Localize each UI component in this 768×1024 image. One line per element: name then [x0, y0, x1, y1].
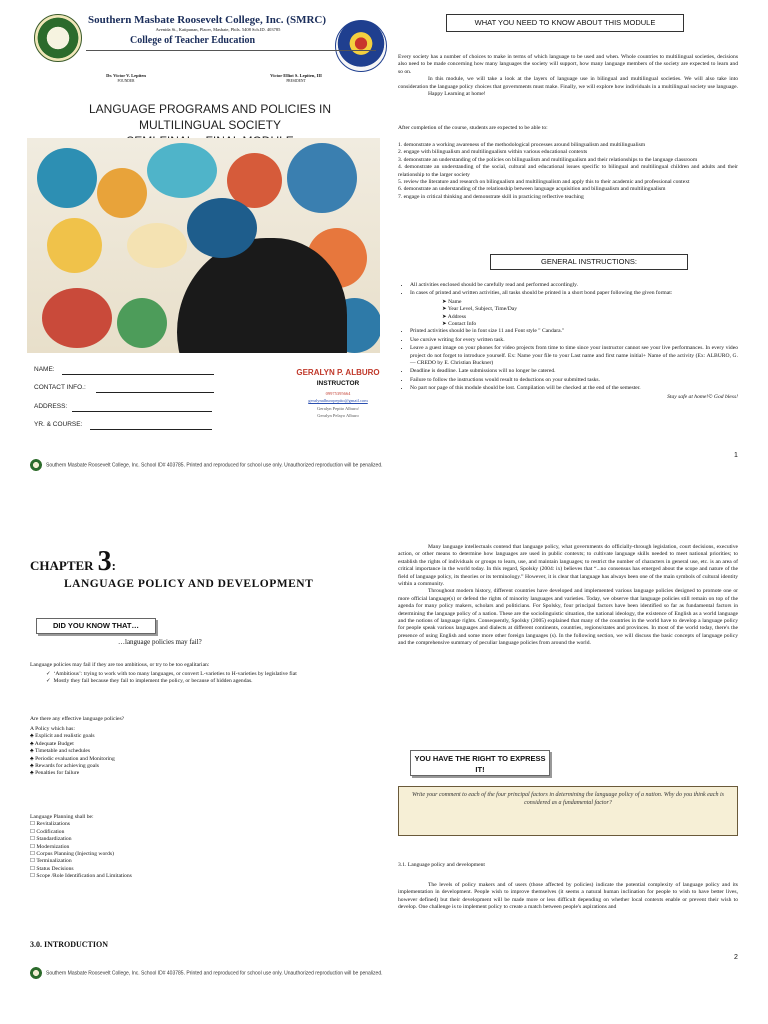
- planning-item: ☐ Terminalization: [30, 858, 72, 865]
- seal-logo: [335, 20, 387, 72]
- header-divider: [86, 50, 376, 51]
- planning-item: ☐ Standardization: [30, 836, 72, 843]
- instructor-name: GERALYN P. ALBURO: [296, 368, 380, 377]
- page-footer: [30, 967, 383, 979]
- page-number: 2: [734, 954, 738, 961]
- college-address: Avenida St., Katipunan, Placer, Masbate, Phils. 5408 Sch.ID. 403785: [155, 27, 281, 32]
- effective-item: ♣ Timetable and schedules: [30, 748, 91, 755]
- address-label: ADDRESS:: [34, 403, 68, 410]
- instruction-item: • Failure to follow the instructions would result to deductions on your submitted tasks.: [410, 377, 738, 384]
- objective-item: 4. demonstrate an understanding of the social, cultural and educational issues specific to bilingual and multilingual children and adults and their relationship to the larger society: [398, 164, 738, 178]
- format-item: ➤ Address: [442, 313, 467, 320]
- intro-paragraph-2: In this module, we will take a look at the layers of language use in bilingual and multilingual societies. We will also take into consideration the language policy choices that governments must make. Finally, we will explore how individuals in a multilingual society use language.: [398, 76, 739, 90]
- check-icon: ✓: [46, 678, 54, 685]
- footer-logo-icon: [30, 459, 42, 471]
- intro-text: [398, 54, 738, 98]
- name-label: NAME:: [34, 366, 55, 373]
- fail-item: ✓ ‘Ambitious’: trying to work with too many languages, or convert L-varieties to H-varieties by legislative fiat: [46, 671, 297, 677]
- section-heading: 3.1. Language policy and development: [398, 862, 485, 868]
- policy-text: [398, 544, 738, 648]
- instructor-fb-1: Geralyn Pepito Alburo/: [317, 406, 359, 411]
- fail-lead: Language policies may fail if they are too ambitious, or try to be too egalitarian:: [30, 662, 210, 668]
- contact-field[interactable]: [96, 392, 214, 393]
- planning-item: ☐ Codification: [30, 828, 65, 835]
- introduction-heading: 3.0. INTRODUCTION: [30, 940, 109, 949]
- effective-item: ♣ Adequate Budget: [30, 740, 74, 747]
- title-line-2: MULTILINGUAL SOCIETY: [138, 118, 282, 132]
- instruction-item: • Use cursive writing for every written task.: [410, 337, 738, 344]
- objective-item: 5. review the literature and research on bilingualism and multilingualism and apply this to their academic and professional context: [398, 179, 690, 186]
- page-number: 1: [734, 452, 738, 459]
- president-name: Victor Elliot S. Lepiten, III: [270, 73, 322, 78]
- course-field[interactable]: [90, 429, 212, 430]
- chapter-heading: [30, 546, 116, 578]
- instructor-role: INSTRUCTOR: [316, 380, 360, 387]
- name-field[interactable]: [62, 374, 214, 375]
- college-logo: [34, 14, 82, 62]
- instruction-item: • Printed activities should be in font size 11 and Font style " Candara.": [410, 328, 738, 335]
- planning-item: ☐ Revitalizations: [30, 821, 70, 828]
- planning-list: [30, 814, 250, 881]
- planning-lead: Language Planning shall be:: [30, 814, 94, 820]
- instruction-item: • Leave a guest image on your phones for video projects from time to time since your instructor cannot see your live performances. In every video project do not forget to introduce yourself. Ex: Name your file to your Last name and first name initial+ Name of the activity (Ex: ALBURO, G.— CREDO by E. Christian Buckner): [410, 345, 738, 367]
- objectives-list: [398, 142, 738, 201]
- effective-list: [30, 726, 230, 778]
- cover-illustration: [27, 138, 380, 353]
- instruction-item: • All activities enclosed should be carefully read and performed accordingly.: [410, 282, 738, 289]
- instructor-email[interactable]: geralynalburopepito@gmail.com: [308, 398, 368, 403]
- section-paragraph: The levels of policy makers and of users (those affected by policies) indicate the potential complexity of language policy and its implementation in development. People wish to improve themselves (it seems a natural human inclination for people to wish to have better lives, however defined) but their development will be made more or less difficult depending on whether local contexts enable or prevent their wish to develop. One challenge is to implement policy to create a match between people's aspirations and: [398, 882, 738, 911]
- express-it-box: YOU HAVE THE RIGHT TO EXPRESS IT!: [410, 750, 550, 776]
- address-field[interactable]: [72, 411, 212, 412]
- policy-paragraph-2: Throughout modern history, different countries have developed and implemented various language policies designed to promote one or more official language(s) or defend the rights of minority languages and varieties. Today, we observe that language policies still remain on top of the agenda for many policy makers, scholars and politicians. For Spolsky, four principal factors have been identified so far as fundamental factors in determining the language policy of a nation. These are the sociolinguistic situation, the national ideology, the existence of English as a world language and the notions of language rights. Consequently, Spolsky (2005) explained that many of the countries in the world have to develop a language policy for people speak various languages and dialects at different continents, countries, regions/states and provinces. In most of the world today, there's the presence of using English and some more other foreign languages (s). In the following section, we will discuss the basic concepts of language policy and the comprehensive summary of peculiar language policies from around the world.: [398, 588, 738, 647]
- intro-paragraph-1: Every society has a number of choices to make in terms of which language to be used and when. Whole countries to multilingual societies, decisions also need to be made concerning how many languages the society will support, how many language members of the society are expected to learn and so on.: [398, 54, 738, 75]
- objective-item: 2. engage with bilingualism and multilingualism within various educational contexts: [398, 149, 588, 156]
- module-overview-box: WHAT YOU NEED TO KNOW ABOUT THIS MODULE: [446, 14, 684, 32]
- instruction-item: • In cases of printed and written activities, all tasks should be printed in a short bond paper following the given format:: [410, 290, 738, 297]
- college-name: Southern Masbate Roosevelt College, Inc. (SMRC): [88, 14, 326, 26]
- founder-name: Dr. Victor V. Lepiten: [106, 73, 146, 78]
- chapter-number: 3: [97, 546, 112, 577]
- objective-item: 6. demonstrate an understanding of the relationship between language acquisition and bilingualism and multilingualism: [398, 186, 666, 193]
- closing-note: Stay safe at home!© God bless!: [667, 393, 738, 400]
- instruction-item: • No part nor page of this module should be lost. Compilation will be checked at the end of the semester.: [410, 385, 738, 392]
- chapter-word: CHAPTER: [30, 558, 94, 573]
- course-label: YR. & COURSE:: [34, 421, 83, 428]
- title-line-1: LANGUAGE PROGRAMS AND POLICIES IN: [88, 102, 332, 116]
- intro-paragraph-3: Happy Learning at home!: [428, 91, 486, 98]
- effective-lead: A Policy which has:: [30, 726, 75, 732]
- footer-logo-icon: [30, 967, 42, 979]
- planning-item: ☐ Scope /Role Identification and Limitations: [30, 873, 132, 880]
- contact-label: CONTACT INFO.:: [34, 384, 86, 391]
- format-item: ➤ Name: [442, 298, 462, 305]
- page-1: [0, 0, 768, 478]
- instructions-list: [398, 282, 738, 401]
- objective-item: 1. demonstrate a working awareness of the methodological processes around bilingualism and multilingualism: [398, 142, 646, 148]
- planning-item: ☐ Status Decisions: [30, 865, 74, 872]
- page-2: [0, 530, 768, 1024]
- general-instructions-box: GENERAL INSTRUCTIONS:: [490, 254, 688, 270]
- effective-item: ♣ Explicit and realistic goals: [30, 733, 95, 740]
- did-you-know-box: DID YOU KNOW THAT…: [36, 618, 156, 634]
- check-icon: ✓: [46, 671, 54, 677]
- effective-question: Are there any effective language policies?: [30, 716, 125, 722]
- chapter-colon: :: [111, 558, 116, 573]
- footer-text: Southern Masbate Roosevelt College, Inc. School ID# 403785. Printed and reproduced for school use only. Unauthorized reproduction will be penalized.: [46, 970, 383, 977]
- footer-text: Southern Masbate Roosevelt College, Inc. School ID# 403785. Printed and reproduced for school use only. Unauthorized reproduction will be penalized.: [46, 462, 383, 469]
- instruction-item: • Deadline is deadline. Late submissions will no longer be catered.: [410, 368, 738, 375]
- objective-item: 7. engage in critical thinking and demonstrate skill in practicing reflective teaching: [398, 193, 584, 200]
- page-footer: [30, 459, 383, 471]
- instructor-fb-2: Geralyn Pelayo Alburo: [317, 413, 359, 418]
- chapter-title: LANGUAGE POLICY AND DEVELOPMENT: [64, 578, 314, 590]
- effective-item: ♣ Rewards for achieving goals: [30, 763, 99, 770]
- fail-question: …language policies may fail?: [118, 638, 202, 646]
- format-item: ➤ Contact Info: [442, 321, 477, 328]
- policy-paragraph-1: Many language intellectuals contend that language policy, what governments do officially-through legislation, court decisions, executive action, or other means to determine how languages are used in public contexts; to cultivate language skills needed to meet national priorities; to establish the rights of individuals or groups to learn, use, and maintain languages; to restrict the number of characters in general use, etc. is an area of critical importance in the world today. In this regard, Spolsky (2004: ix) believes that “...no consensus has emerged about the scope and nature of the field of language policy, its theories or its terminology.” However, it is clear that language has always been one of the main symbols of cultural identity within a community.: [398, 544, 738, 588]
- planning-item: ☐ Corpus Planning (Injecting words): [30, 851, 114, 858]
- objective-item: 3. demonstrate an understanding of the policies on bilingualism and multilingualism and their relationships to the language classroom: [398, 156, 698, 163]
- president-role: PRESIDENT: [286, 79, 306, 83]
- fail-item: ✓ Mostly they fail because they fail to implement the policy, or because of hidden agendas.: [46, 678, 253, 685]
- planning-item: ☐ Modernization: [30, 843, 70, 850]
- founder-role: FOUNDER: [117, 79, 135, 83]
- format-item: ➤ Year Level, Subject, Time/Day: [442, 306, 518, 313]
- effective-item: ♣ Periodic evaluation and Monitoring: [30, 755, 115, 762]
- fail-list: [46, 671, 346, 686]
- effective-item: ♣ Penalties for failure: [30, 770, 80, 777]
- college-department: College of Teacher Education: [130, 35, 256, 46]
- instructor-phone: 09975395664: [325, 391, 351, 396]
- objectives-lead: After completion of the course, students are expected to be able to:: [398, 125, 548, 131]
- question-box: Write your comment to each of the four principal factors in determining the language policy of a nation. Why do you think each is considered as a fundamental factor?: [398, 786, 738, 836]
